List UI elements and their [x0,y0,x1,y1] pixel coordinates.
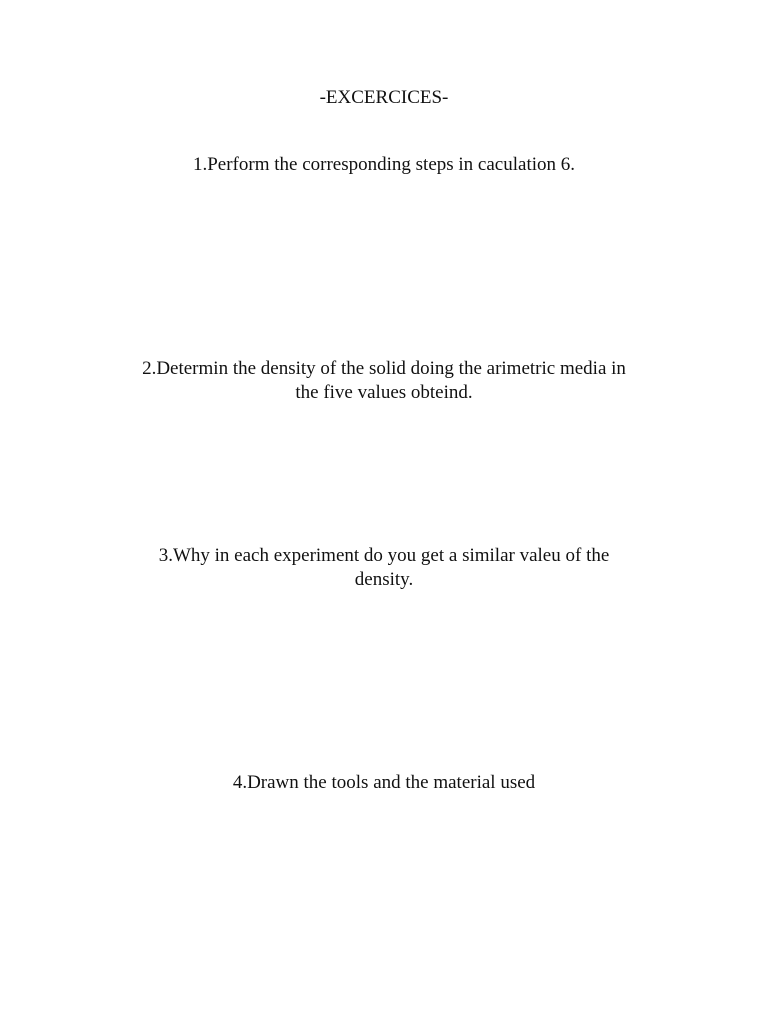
exercise-2-text-line-1: 2.Determin the density of the solid doing the arimetric media in [142,358,626,379]
exercise-3-text-line-2: density. [354,569,414,590]
exercise-4-text: 4.Drawn the tools and the material used [232,772,536,793]
page-title: -EXCERCICES- [319,87,449,108]
exercise-3-text-line-1: 3.Why in each experiment do you get a similar valeu of the [158,545,610,566]
exercise-2-text-line-2: the five values obteind. [295,382,473,403]
exercise-1-text: 1.Perform the corresponding steps in caculation 6. [192,154,575,175]
